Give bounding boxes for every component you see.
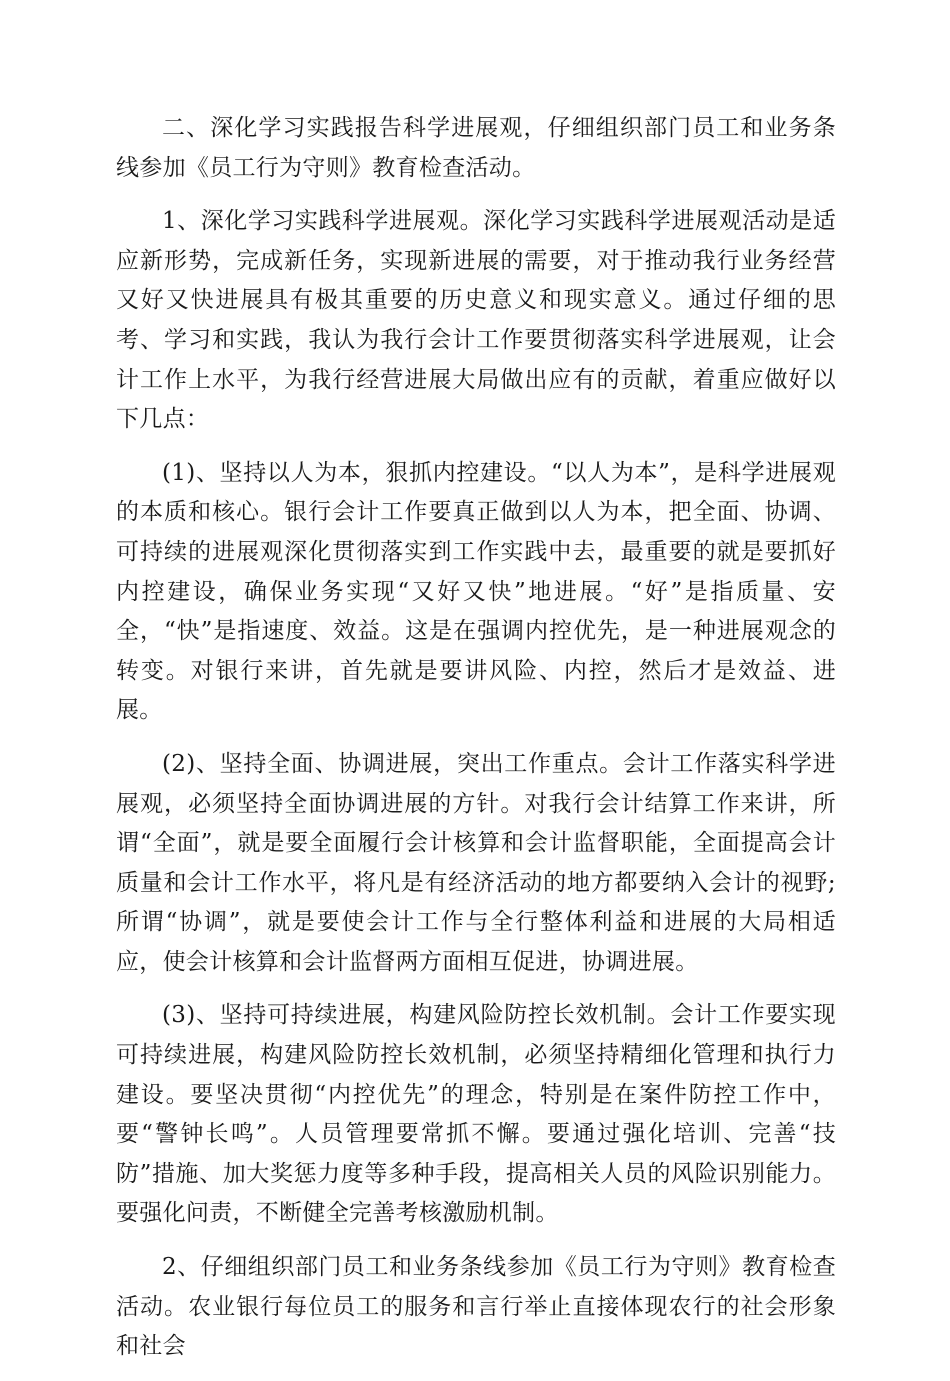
document-body: [116, 109, 836, 1381]
paragraph-section-heading: 二、深化学习实践报告科学进展观，仔细组织部门员工和业务条线参加《员工行为守则》教育检查活动。: [116, 115, 836, 181]
paragraph-item-2: 2、仔细组织部门员工和业务条线参加《员工行为守则》教育检查活动。农业银行每位员工的服务和言行举止直接体现农行的社会形象和社会: [116, 1254, 836, 1360]
paragraph-subitem-2: (2)、坚持全面、协调进展，突出工作重点。会计工作落实科学进展观，必须坚持全面协调进展的方针。对我行会计结算工作来讲，所谓“全面”，就是要全面履行会计核算和会计监督职能，全面提高会计质量和会计工作水平，将凡是有经济活动的地方都要纳入会计的视野;所谓“协调”，就是要使会计工作与全行整体利益和进展的大局相适应，使会计核算和会计监督两方面相互促进，协调进展。: [116, 750, 836, 975]
paragraph-item-1: 1、深化学习实践科学进展观。深化学习实践科学进展观活动是适应新形势，完成新任务，实现新进展的需要，对于推动我行业务经营又好又快进展具有极其重要的历史意义和现实意义。通过仔细的思考、学习和实践，我认为我行会计工作要贯彻落实科学进展观，让会计工作上水平，为我行经营进展大局做出应有的贡献，着重应做好以下几点：: [116, 208, 836, 433]
paragraph-subitem-1: (1)、坚持以人为本，狠抓内控建设。“以人为本”，是科学进展观的本质和核心。银行会计工作要真正做到以人为本，把全面、协调、可持续的进展观深化贯彻落实到工作实践中去，最重要的就是要抓好内控建设，确保业务实现“又好又快”地进展。“好”是指质量、安全，“快”是指速度、效益。这是在强调内控优先，是一种进展观念的转变。对银行来讲，首先就是要讲风险、内控，然后才是效益、进展。: [116, 459, 836, 724]
paragraph-subitem-3: (3)、坚持可持续进展，构建风险防控长效机制。会计工作要实现可持续进展，构建风险防控长效机制，必须坚持精细化管理和执行力建设。要坚决贯彻“内控优先”的理念，特别是在案件防控工作中，要“警钟长鸣”。人员管理要常抓不懈。要通过强化培训、完善“技防”措施、加大奖惩力度等多种手段，提高相关人员的风险识别能力。要强化问责，不断健全完善考核激励机制。: [116, 1002, 836, 1227]
